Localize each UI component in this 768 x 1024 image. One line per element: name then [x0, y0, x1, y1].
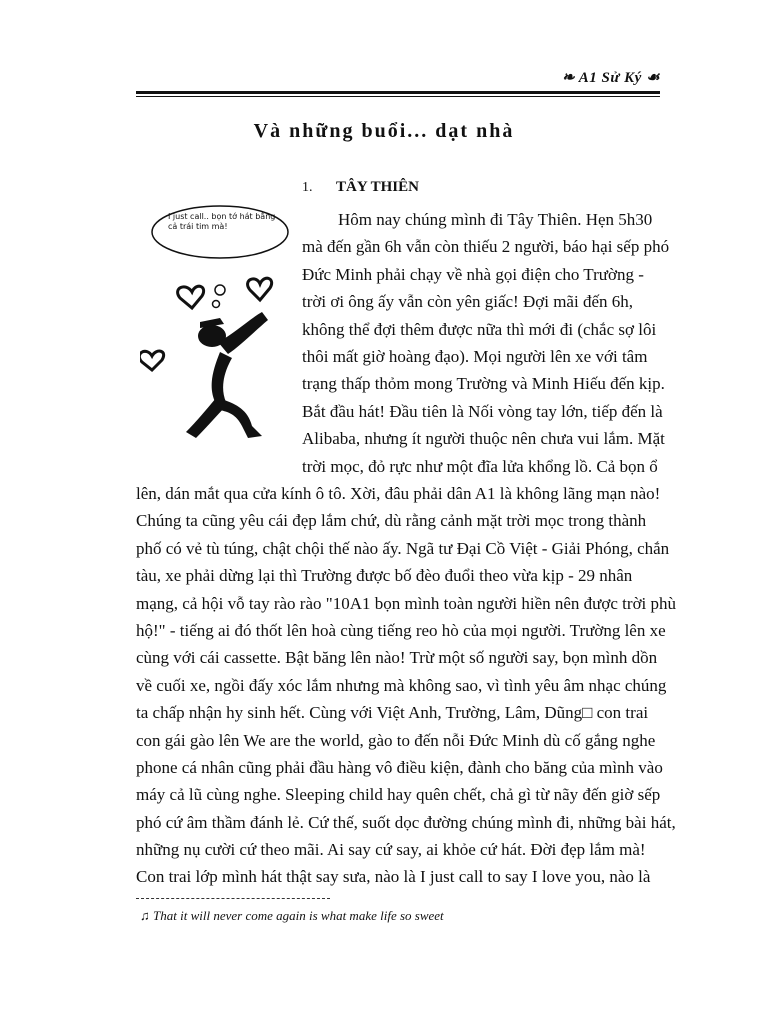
text-line: Hôm nay chúng mình đi Tây Thiên. Hẹn 5h30 [338, 210, 653, 229]
text-line: Bắt đầu hát! Đầu tiên là Nối vòng tay lớn, tiếp đến là [302, 401, 663, 421]
text-line: những nụ cười cứ theo mãi. Ai say cứ say, ai khỏe cứ hát. Đời đẹp lắm mà! [136, 840, 646, 860]
running-header: ❧ A1 Sử Ký ☙ [562, 70, 660, 86]
text-line: Đức Minh phải chạy về nhà gọi điện cho Trường - [302, 264, 644, 284]
text-line: mạng, cả hội vỗ tay rào rào "10A1 bọn mình toàn người hiền nên được trời phù [136, 593, 677, 613]
text-line: phố có vẻ tù túng, chật chội thế nào ấy. Ngã tư Đại Cồ Việt - Giải Phóng, chắn [136, 538, 670, 558]
text-line: trạng thấp thỏm mong Trường và Minh Hiếu đến kịp. [302, 374, 665, 394]
speech-bubble [152, 206, 288, 258]
footnote: ♫ That it will never come again is what make life so sweet [140, 908, 444, 923]
section-title: TÂY THIÊN [336, 179, 419, 195]
text-line: phone cá nhân cũng phải đầu hàng vô điều kiện, đành cho băng của mình vào [136, 757, 663, 777]
body-paragraph-full [136, 480, 677, 891]
text-line: Alibaba, nhưng ít người thuộc nên chưa vui lắm. Mặt [302, 429, 665, 449]
text-line: máy cả lũ cùng nghe. Sleeping child hay quên chết, chả gì từ nãy đến giờ sếp [136, 785, 661, 805]
text-line: phó cứ âm thầm đánh lẻ. Cứ thế, suốt dọc đường chúng mình đi, những bài hát, [136, 812, 676, 832]
heart-icon [178, 286, 204, 308]
text-line: ta chấp nhận hy sinh hết. Cùng với Việt Anh, Trường, Lâm, Dũng□ con trai [136, 703, 649, 723]
thought-bubble-dot [215, 285, 225, 295]
kneeling-figure-illustration [140, 200, 300, 440]
text-line: trời mọc, đỏ rực như một đĩa lửa khổng lồ. Cả bọn ổ [302, 456, 658, 476]
text-line: thôi mất giờ hoàng đạo). Mọi người lên xe với tâm [302, 346, 648, 366]
body-paragraph-narrow [302, 206, 670, 480]
kneeling-man-silhouette [186, 312, 268, 438]
text-line: con gái gào lên We are the world, gào to đến nỗi Đức Minh dù cố gắng nghe [136, 730, 656, 750]
text-line: Chúng ta cũng yêu cái đẹp lắm chứ, dù rằng cảnh mặt trời mọc trong thành [136, 511, 647, 531]
header-rule [136, 91, 660, 97]
text-line: cùng với cái cassette. Bật băng lên nào! Trừ một số người say, bọn mình dồn [136, 648, 658, 668]
heart-icon [248, 278, 272, 300]
footnote-divider [136, 898, 330, 899]
thought-bubble-dot [213, 301, 220, 308]
text-line: lên, dán mắt qua cửa kính ô tô. Xời, đâu phải dân A1 là không lãng mạn nào! [136, 484, 661, 503]
speech-bubble-text: I just call.. bọn tớ hát bằng cả trái tim mà! [168, 212, 276, 231]
text-line: Con trai lớp mình hát thật say sưa, nào là I just call to say I love you, nào là [136, 867, 651, 887]
text-line: trời ơi ông ấy vẫn còn yên giấc! Đợi mãi đến 6h, [302, 292, 633, 312]
text-line: hộ!" - tiếng ai đó thốt lên hoà cùng tiếng reo hò của mọi người. Trường lên xe [136, 620, 666, 640]
section-number: 1. [302, 180, 313, 195]
text-line: tàu, xe phải dừng lại thì Trường được bố đèo đuổi theo vừa kịp - 29 nhân [136, 566, 633, 586]
text-line: về cuối xe, ngồi đấy xóc lắm nhưng mà không sao, vì tình yêu âm nhạc chúng [136, 675, 667, 695]
heart-icon [140, 351, 164, 370]
page-title: Và những buổi... dạt nhà [253, 120, 515, 142]
text-line: mà đến gần 6h vẫn còn thiếu 2 người, báo hại sếp phó [302, 237, 670, 257]
text-line: không thể đợi thêm được nữa thì mới đi (chắc sợ lôi [302, 319, 657, 339]
